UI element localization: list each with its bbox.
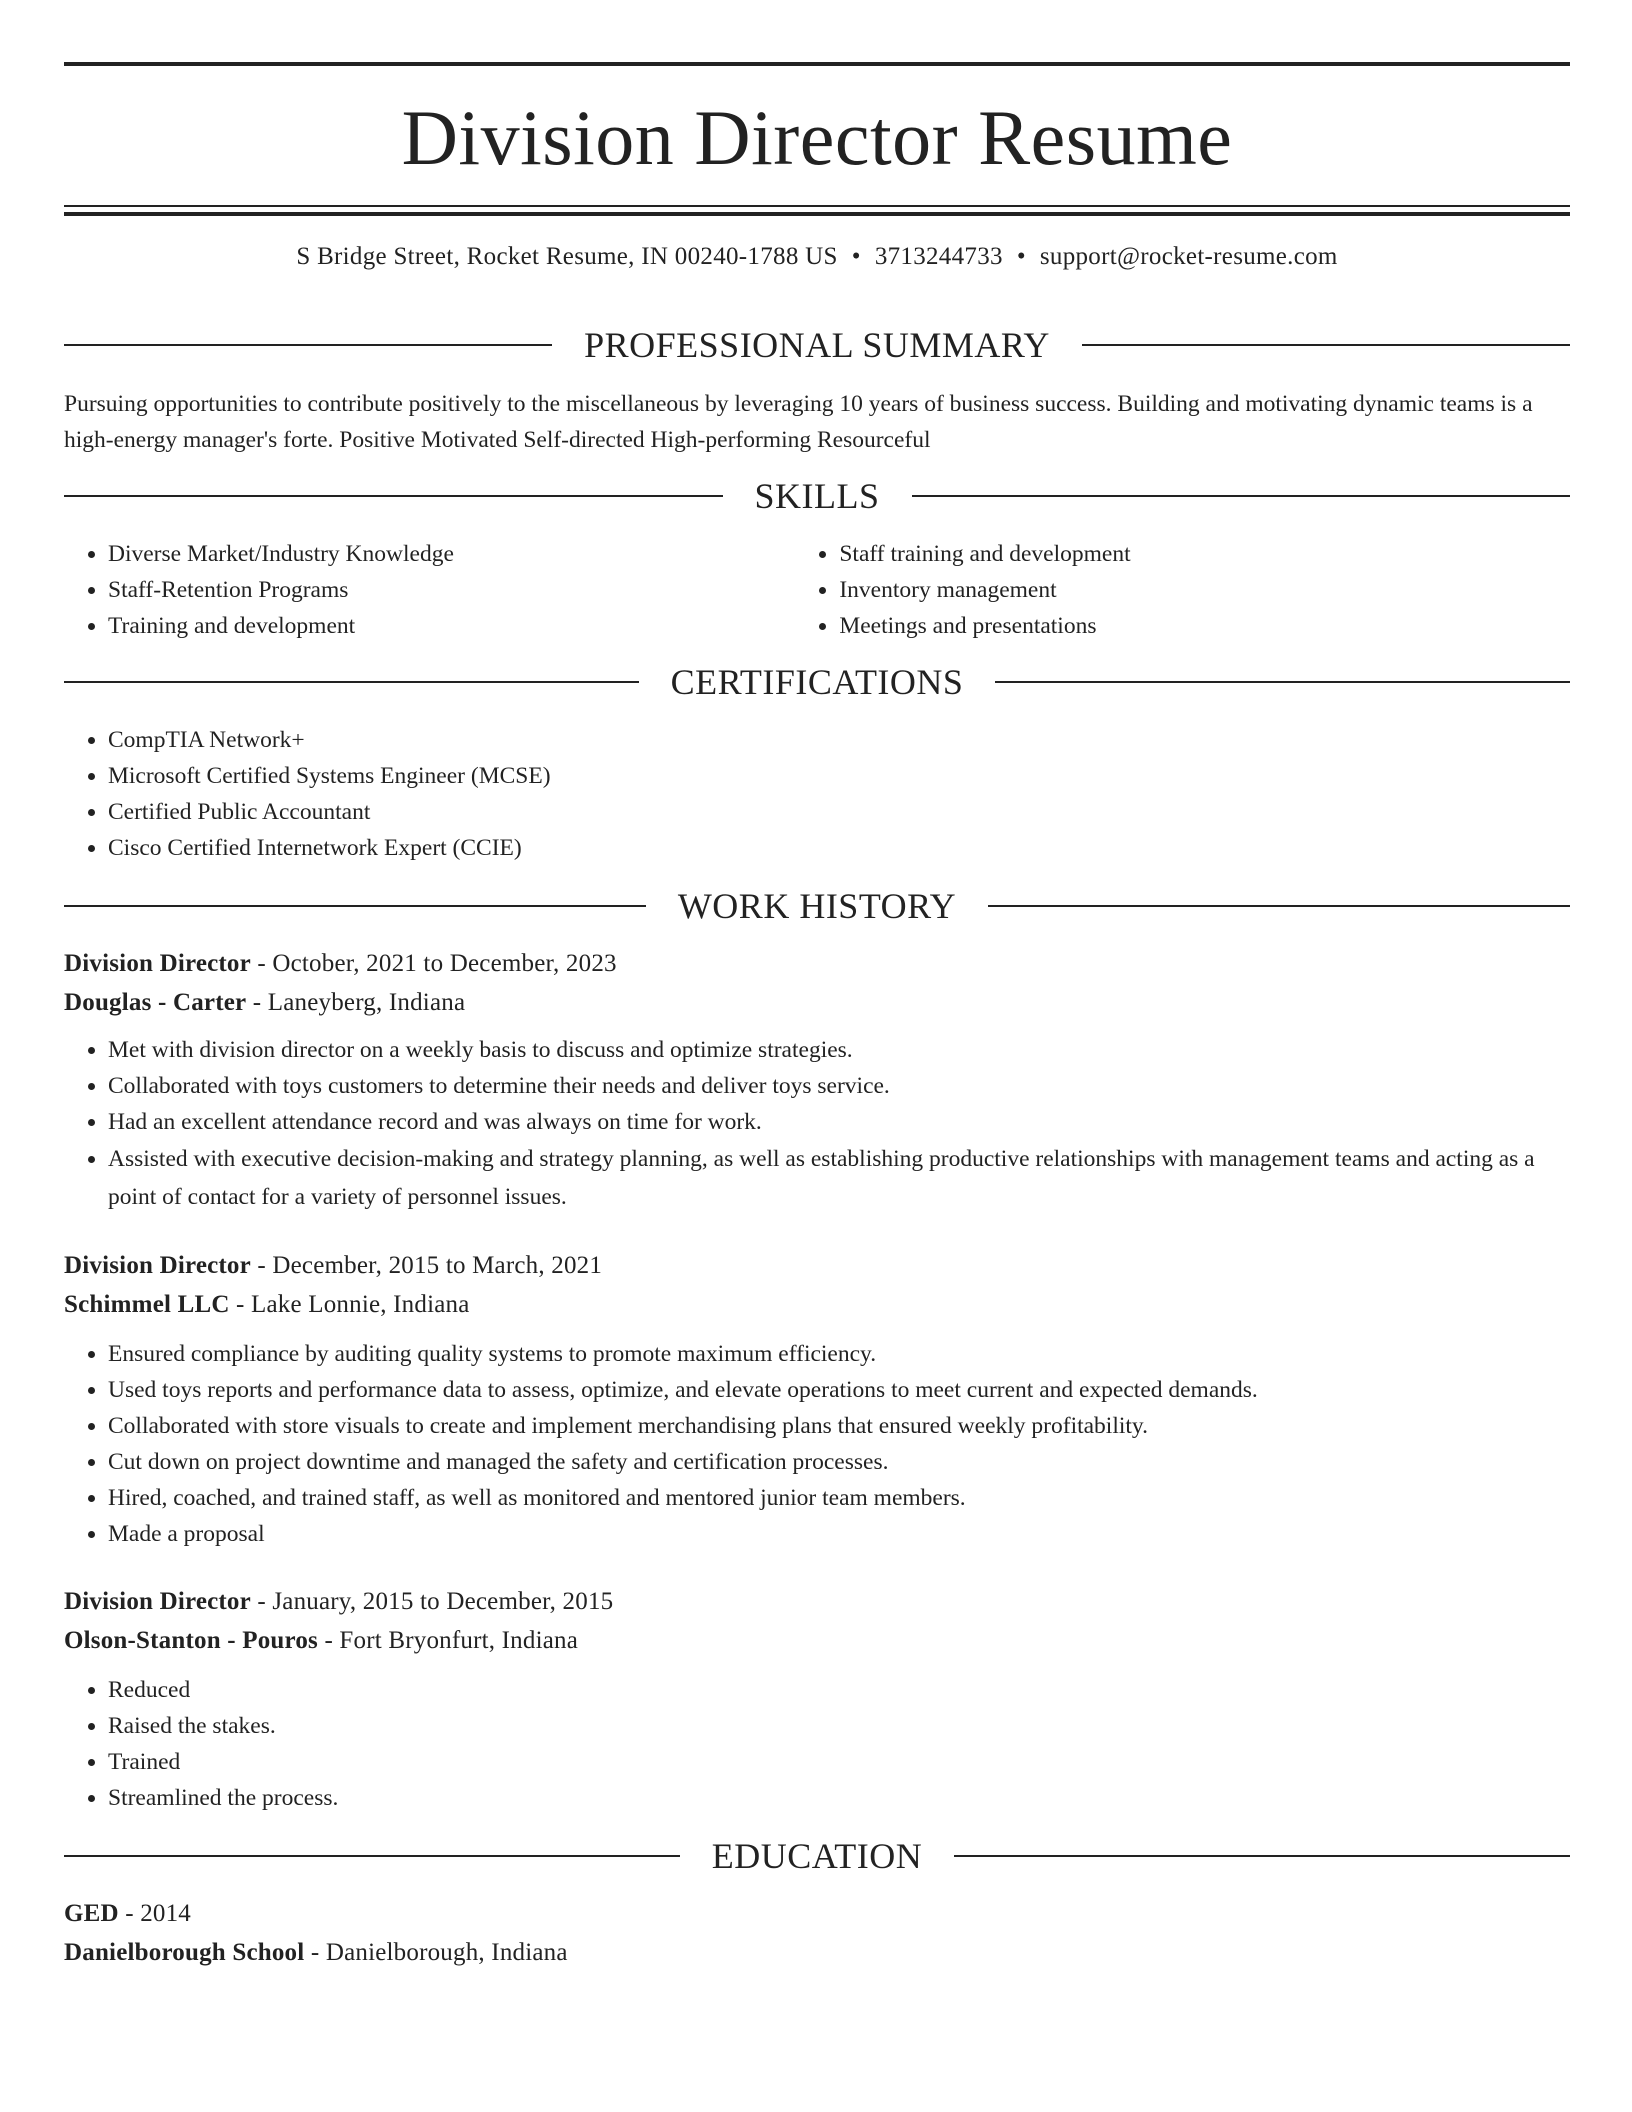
- education-school: Danielborough School: [64, 1939, 305, 1966]
- skills-list: [64, 536, 1570, 644]
- heading-rule: [912, 495, 1571, 497]
- certifications-list: [64, 722, 1570, 866]
- list-item: • Staff-Retention Programs: [108, 572, 795, 608]
- list-item: • Meetings and presentations: [839, 608, 1570, 644]
- summary-heading-label: PROFESSIONAL SUMMARY: [584, 325, 1050, 365]
- education-heading-label: EDUCATION: [711, 1836, 923, 1876]
- top-rule: [64, 62, 1570, 66]
- education-location: - Danielborough, Indiana: [304, 1939, 568, 1966]
- heading-rule: [64, 1855, 680, 1857]
- job-dates: - December, 2015 to March, 2021: [250, 1252, 603, 1279]
- contact-address: S Bridge Street, Rocket Resume, IN 00240-1788 US: [296, 243, 838, 270]
- job-company-line: [64, 1621, 1570, 1660]
- skills-heading-label: SKILLS: [754, 476, 880, 516]
- list-item: • Streamlined the process.: [108, 1780, 1570, 1816]
- job-company: Olson-Stanton - Pouros: [64, 1627, 318, 1654]
- list-item: • Assisted with executive decision-making and strategy planning, as well as establishing productive relationships with management teams and acting as a point of contact for a variety of personnel issues.: [108, 1140, 1570, 1216]
- job-location: - Lake Lonnie, Indiana: [229, 1291, 470, 1318]
- list-item: • Collaborated with toys customers to determine their needs and deliver toys service.: [108, 1068, 1570, 1104]
- education-heading: [64, 1828, 1570, 1884]
- contact-line: [64, 243, 1570, 283]
- list-item: • Inventory management: [839, 572, 1570, 608]
- heading-rule: [64, 905, 646, 907]
- job-location: - Fort Bryonfurt, Indiana: [318, 1627, 579, 1654]
- list-item: • Made a proposal: [108, 1516, 1570, 1552]
- certifications-heading-label: CERTIFICATIONS: [670, 662, 964, 702]
- work-heading: [64, 878, 1570, 934]
- heading-rule: [64, 681, 639, 683]
- work-heading-label: WORK HISTORY: [677, 886, 957, 926]
- education-degree: GED: [64, 1900, 119, 1927]
- heading-rule: [954, 1855, 1570, 1857]
- list-item: • Used toys reports and performance data to assess, optimize, and elevate operations to meet current and expected demands.: [108, 1372, 1570, 1408]
- list-item: • Collaborated with store visuals to create and implement merchandising plans that ensured weekly profitability.: [108, 1408, 1570, 1444]
- contact-separator: •: [851, 243, 861, 270]
- skills-heading: [64, 468, 1570, 524]
- education-entry: [64, 1894, 1570, 1972]
- education-year: - 2014: [118, 1900, 192, 1927]
- list-item: • Cut down on project downtime and managed the safety and certification processes.: [108, 1444, 1570, 1480]
- job-title-line: [64, 1246, 1570, 1285]
- job-company-line: [64, 1285, 1570, 1324]
- list-item: • CompTIA Network+: [108, 722, 1570, 758]
- list-item: • Had an excellent attendance record and was always on time for work.: [108, 1104, 1570, 1140]
- summary-text: Pursuing opportunities to contribute positively to the miscellaneous by leveraging 10 years of business success. Building and motivating dynamic teams is a high-energy manager's forte. Positive Motivated Self-directed High-performing Resourceful: [64, 391, 1533, 453]
- contact-phone: 3713244733: [874, 243, 1003, 270]
- job-company: Douglas - Carter: [64, 989, 247, 1016]
- list-item: • Cisco Certified Internetwork Expert (CCIE): [108, 830, 1570, 866]
- resume-page: [64, 62, 1570, 1972]
- job-bullets: [64, 1672, 1570, 1816]
- list-item: • Hired, coached, and trained staff, as well as monitored and mentored junior team members.: [108, 1480, 1570, 1516]
- list-item: • Certified Public Accountant: [108, 794, 1570, 830]
- certifications-heading: [64, 654, 1570, 710]
- job-company-line: [64, 983, 1570, 1022]
- skills-column-right: [795, 536, 1570, 644]
- summary-heading: [64, 317, 1570, 373]
- contact-email: support@rocket-resume.com: [1039, 243, 1338, 270]
- job-title-line: [64, 1582, 1570, 1621]
- list-item: • Ensured compliance by auditing quality systems to promote maximum efficiency.: [108, 1336, 1570, 1372]
- list-item: • Met with division director on a weekly basis to discuss and optimize strategies.: [108, 1032, 1570, 1068]
- list-item: • Staff training and development: [839, 536, 1570, 572]
- heading-rule: [64, 495, 723, 497]
- job-company: Schimmel LLC: [64, 1291, 230, 1318]
- title-double-rule: [64, 205, 1570, 215]
- list-item: • Trained: [108, 1744, 1570, 1780]
- list-item: • Reduced: [108, 1672, 1570, 1708]
- job-dates: - January, 2015 to December, 2015: [250, 1588, 614, 1615]
- job-title-line: [64, 944, 1570, 983]
- education-degree-line: [64, 1894, 1570, 1933]
- job-entry: [64, 1246, 1570, 1552]
- job-title: Division Director: [64, 950, 251, 977]
- list-item: • Microsoft Certified Systems Engineer (MCSE): [108, 758, 1570, 794]
- skills-column-left: [64, 536, 795, 644]
- list-item: • Raised the stakes.: [108, 1708, 1570, 1744]
- heading-rule: [995, 681, 1570, 683]
- job-location: - Laneyberg, Indiana: [246, 989, 466, 1016]
- job-entry: [64, 944, 1570, 1216]
- job-entry: [64, 1582, 1570, 1816]
- contact-separator: •: [1016, 243, 1026, 270]
- job-title: Division Director: [64, 1252, 251, 1279]
- education-school-line: [64, 1933, 1570, 1972]
- job-bullets: [64, 1032, 1570, 1216]
- page-title: Division Director Resume: [401, 94, 1233, 181]
- list-item: • Training and development: [108, 608, 795, 644]
- job-title: Division Director: [64, 1588, 251, 1615]
- heading-rule: [64, 344, 552, 346]
- heading-rule: [988, 905, 1570, 907]
- heading-rule: [1082, 344, 1570, 346]
- list-item: • Diverse Market/Industry Knowledge: [108, 536, 795, 572]
- job-dates: - October, 2021 to December, 2023: [250, 950, 617, 977]
- job-bullets: [64, 1336, 1570, 1552]
